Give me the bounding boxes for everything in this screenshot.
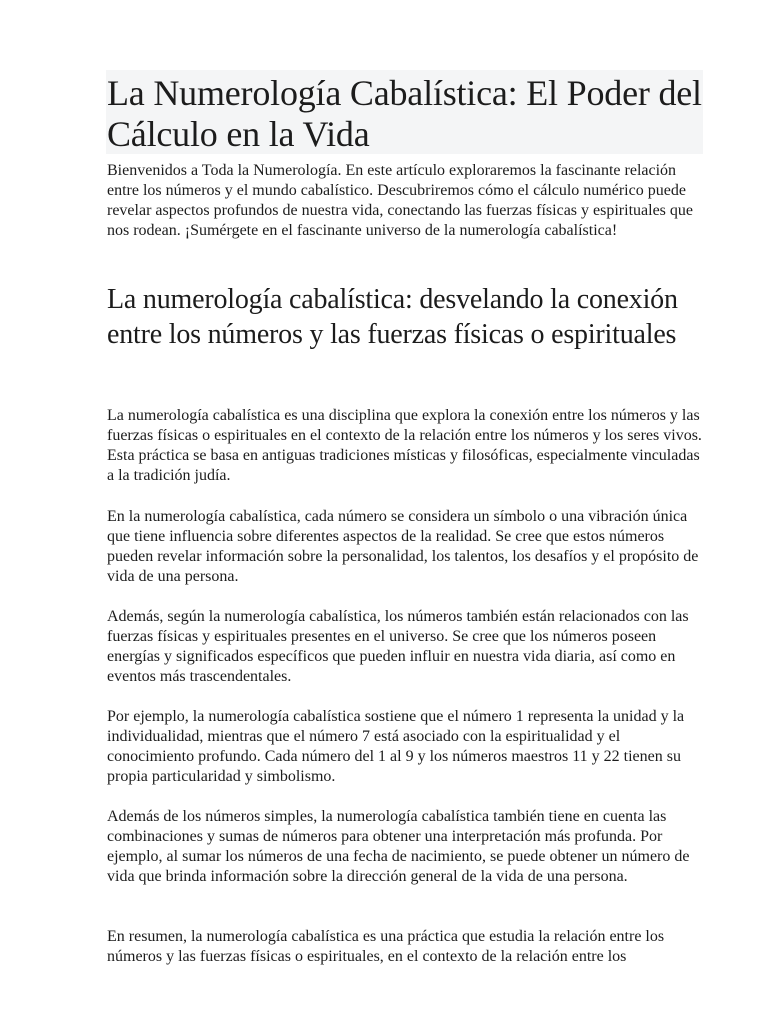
section-heading: La numerología cabalística: desvelando la conexión entre los números y las fuerzas físicas o espirituales: [107, 284, 678, 350]
paragraph-5: Además de los números simples, la numerología cabalística también tiene en cuenta las combinaciones y sumas de números para obtener una interpretación más profunda. Por ejemplo, al sumar los números de una fecha de nacimiento, se puede obtener un número de vida que brinda información sobre la dirección general de la vida de una persona.: [107, 808, 690, 885]
paragraph-2: En la numerología cabalística, cada número se considera un símbolo o una vibración única que tiene influencia sobre diferentes aspectos de la realidad. Se cree que estos números pueden revelar información sobre la personalidad, los talentos, los desafíos y el propósito de vida de una persona.: [107, 508, 699, 585]
intro-paragraph: Bienvenidos a Toda la Numerología. En este artículo exploraremos la fascinante relación entre los números y el mundo cabalístico. Descubriremos cómo el cálculo numérico puede revelar aspectos profundos de nuestra vida, conectando las fuerzas físicas y espirituales que nos rodean. ¡Sumérgete en el fascinante universo de la numerología cabalística!: [107, 162, 693, 239]
paragraph-1: La numerología cabalística es una disciplina que explora la conexión entre los números y las fuerzas físicas o espirituales en el contexto de la relación entre los números y los seres vivos. Esta práctica se basa en antiguas tradiciones místicas y filosóficas, especialmente vinculadas a la tradición judía.: [107, 407, 702, 484]
paragraph-4: Por ejemplo, la numerología cabalística sostiene que el número 1 representa la unidad y la individualidad, mientras que el número 7 está asociado con la espiritualidad y el conocimiento profundo. Cada número del 1 al 9 y los números maestros 11 y 22 tienen su propia particularidad y simbolismo.: [107, 708, 685, 785]
page-title: La Numerología Cabalística: El Poder del Cálculo en la Vida: [107, 73, 702, 154]
paragraph-3: Además, según la numerología cabalística, los números también están relacionados con las fuerzas físicas y espirituales presentes en el universo. Se cree que los números poseen energías y significados específicos que pueden influir en nuestra vida diaria, así como en eventos más trascendentales.: [107, 608, 689, 685]
paragraph-6: En resumen, la numerología cabalística es una práctica que estudia la relación entre los números y las fuerzas físicas o espirituales, en el contexto de la relación entre los: [107, 928, 665, 965]
